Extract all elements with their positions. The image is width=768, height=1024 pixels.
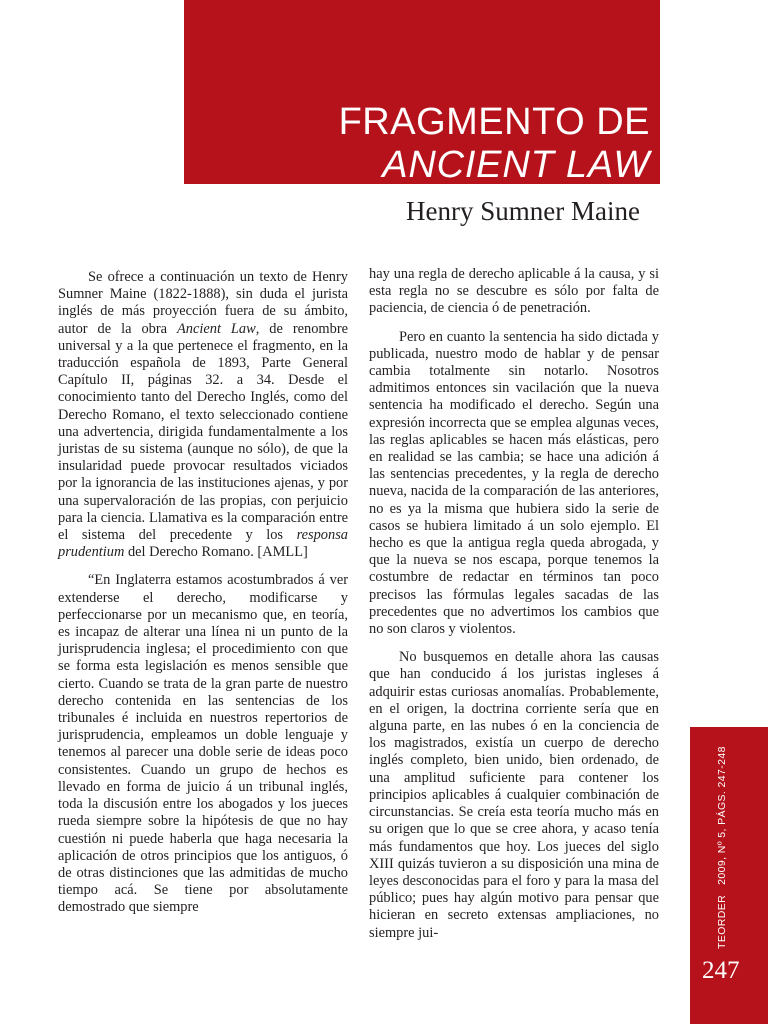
right-column	[369, 266, 659, 948]
intro-text-1: Se ofrece a continuación un texto de Henry Sumner Maine (1822-1888), sin duda el jurista inglés de más proyección fuera de su ámbito, autor de la obra	[58, 269, 348, 337]
title-line-1: FRAGMENTO DE	[338, 101, 650, 143]
quote-paragraph-2: Pero en cuanto la sentencia ha sido dictada y publicada, nuestro modo de hablar y de pensar cambia totalmente sin notarlo. Nosotros admitimos entonces sin vacilación que la nueva sentencia ha modificado el derecho. Según una expresión incorrecta que se emplea algunas veces, las reglas aplicables se hacen más elásticas, pero en realidad se las cambia; se hace una adición á las sentencias precedentes, y la regla de derecho nueva, nacida de la comparación de las anteriores, no es ya la misma que hubiera sido la serie de casos se hubiera limitado á un solo ejemplo. El hecho es que la antigua regla queda abrogada, y que la nueva se nos escapa, porque tenemos la costumbre de redactar en términos tan poco precisos las fórmulas legales sacadas de las precedentes que no advertimos los cambios que no son claros y violentos.	[369, 328, 659, 638]
title-line-2: ANCIENT LAW	[382, 144, 650, 186]
intro-paragraph	[58, 269, 348, 561]
left-column	[58, 269, 348, 923]
journal-sidebar	[690, 727, 768, 1024]
page-number: 247	[702, 957, 740, 984]
intro-text-2: , de renombre universal y a la que pertenece el fragmento, en la traducción española de 1893, Parte General Capítulo II, páginas 32. a 34. Desde el conocimiento tanto del Derecho Inglés, como del Derecho Romano, el texto seleccionado contiene una advertencia, dirigida fundamentalmente a los juristas de su sistema (aunque no sólo), de que la insularidad puede provocar resultados viciados por la ignorancia de las instituciones ajenas, y por una supervaloración de las propias, con perjuicio para la ciencia. Llamativa es la comparación entre el sistema del precedente y los	[58, 320, 348, 544]
intro-emphasis-ancient-law: Ancient Law	[177, 320, 256, 337]
intro-emphasis-responsa: responsa prudentium	[58, 527, 348, 561]
journal-citation	[716, 746, 728, 949]
intro-text-3: del Derecho Romano. [AMLL]	[124, 544, 308, 561]
author-name: Henry Sumner Maine	[406, 196, 640, 226]
quote-paragraph-1: “En Inglaterra estamos acostumbrados á ver extenderse el derecho, modificarse y perfeccionarse por un mecanismo que, en teoría, es incapaz de alterar una línea ni un punto de la jurisprudencia inglesa; el procedimiento con que se forma esta legislación es menos sensible que cierto. Cuando se trata de la gran parte de nuestro derecho contenida en las sentencias de los tribunales é incluida en nuestros repertorios de jurisprudencia, empleamos un doble lenguaje y tenemos al parecer una doble serie de ideas poco consistentes. Cuando un grupo de hechos es llevado en forma de juicio á un tribunal inglés, toda la discusión entre los abogados y los jueces rueda siempre sobre la hipótesis de que no hay cuestión ni puede haberla que haga necesaria la aplicación de otros principios que los antiguos, ó de otras distinciones que las admitidas de mucho tiempo acá. Se tiene por absolutamente demostrado que siempre	[58, 572, 348, 916]
quote-paragraph-3: No busquemos en detalle ahora las causas que han conducido á los juristas ingleses á adquirir estas curiosas anomalías. Probablemente, en el origen, la doctrina corriente sería que en alguna parte, en las nubes ó en la conciencia de los magistrados, existía un cuerpo de derecho inglés completo, bien unido, bien ordenado, de una amplitud suficiente para contener los principios aplicables á cualquier combinación de circunstancias. Se creía esta teoría mucho más en su origen que lo que se cree ahora, y acaso tenía más fundamentos que hoy. Los jueces del siglo XIII quizás tuvieron a su disposición una mina de leyes desconocidas para el foro y para la masa del público; pues hay algún motivo para pensar que hicieran en secreto extensas ampliaciones, no siempre jui-	[369, 649, 659, 941]
citation-text: 2009, Nº 5, PÁGS. 247-248	[716, 746, 728, 885]
journal-name: TEORDER	[716, 894, 728, 949]
title-banner	[184, 0, 660, 184]
quote-paragraph-continued: hay una regla de derecho aplicable á la causa, y si esta regla no se descubre es sólo por falta de paciencia, de ciencia ó de penetración.	[369, 266, 659, 317]
